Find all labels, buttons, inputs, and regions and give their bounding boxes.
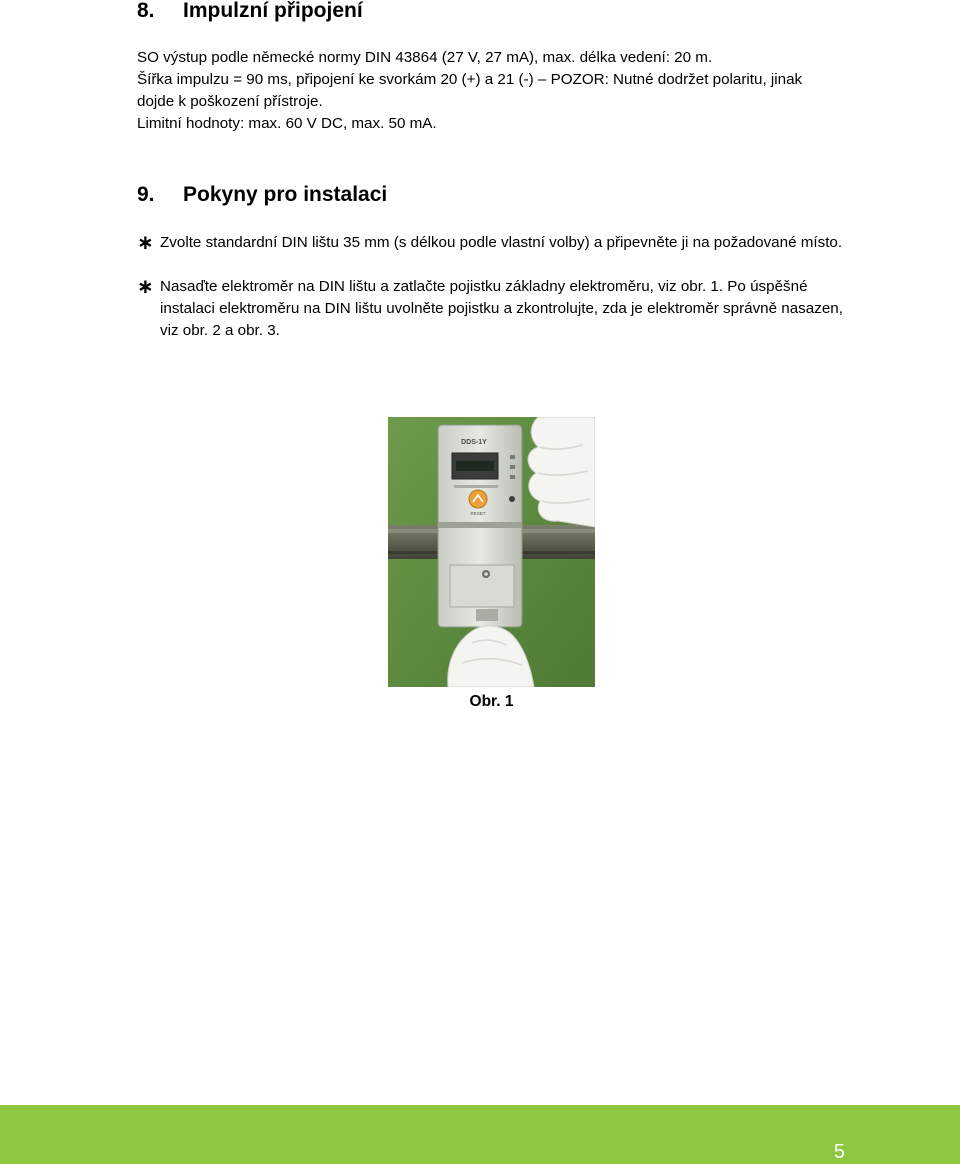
section-8-body xyxy=(137,47,867,135)
section-8-line-2: Šířka impulzu = 90 ms, připojení ke svorkám 20 (+) a 21 (-) – POZOR: Nutné dodržet polaritu, jinak xyxy=(137,71,803,88)
section-8-number: 8. xyxy=(137,0,155,22)
section-8-line-4: Limitní hodnoty: max. 60 V DC, max. 50 mA. xyxy=(137,115,437,132)
installation-steps-list xyxy=(137,232,847,364)
section-8-line-1: SO výstup podle německé normy DIN 43864 (27 V, 27 mA), max. délka vedení: 20 m. xyxy=(137,49,713,66)
reset-label: RESET xyxy=(470,511,486,516)
list-item xyxy=(137,276,847,342)
section-8-heading xyxy=(137,0,363,24)
page-number: 5 xyxy=(833,1141,845,1163)
device-label: DDS-1Y xyxy=(461,439,487,446)
list-item-text: Zvolte standardní DIN lištu 35 mm (s délkou podle vlastní volby) a připevněte ji na požadované místo. xyxy=(160,234,843,251)
section-9-number: 9. xyxy=(137,183,155,206)
meter-photo-illustration xyxy=(388,417,595,687)
asterisk-bullet-icon: ∗ xyxy=(137,276,154,298)
section-9-title: Pokyny pro instalaci xyxy=(183,183,388,206)
list-item-text: Nasaďte elektroměr na DIN lištu a zatlačte pojistku základny elektroměru, viz obr. 1. Po úspěšné instalaci elektroměru na DIN lištu uvolněte pojistku a zkontrolujte, zda je elektroměr správně nasazen, viz obr. 2 a obr. 3. xyxy=(160,278,843,339)
figure-1-photo xyxy=(388,417,595,687)
section-9-heading xyxy=(137,182,387,208)
section-8-title: Impulzní připojení xyxy=(183,0,363,22)
mounting-latch xyxy=(476,609,498,621)
asterisk-bullet-icon: ∗ xyxy=(137,232,154,254)
figure-1-caption: Obr. 1 xyxy=(469,693,514,710)
footer-bar xyxy=(0,1105,960,1164)
section-8-line-3: dojde k poškození přístroje. xyxy=(137,93,323,110)
list-item xyxy=(137,232,847,254)
reset-button-graphic xyxy=(469,490,487,508)
terminal-cover xyxy=(450,565,514,607)
